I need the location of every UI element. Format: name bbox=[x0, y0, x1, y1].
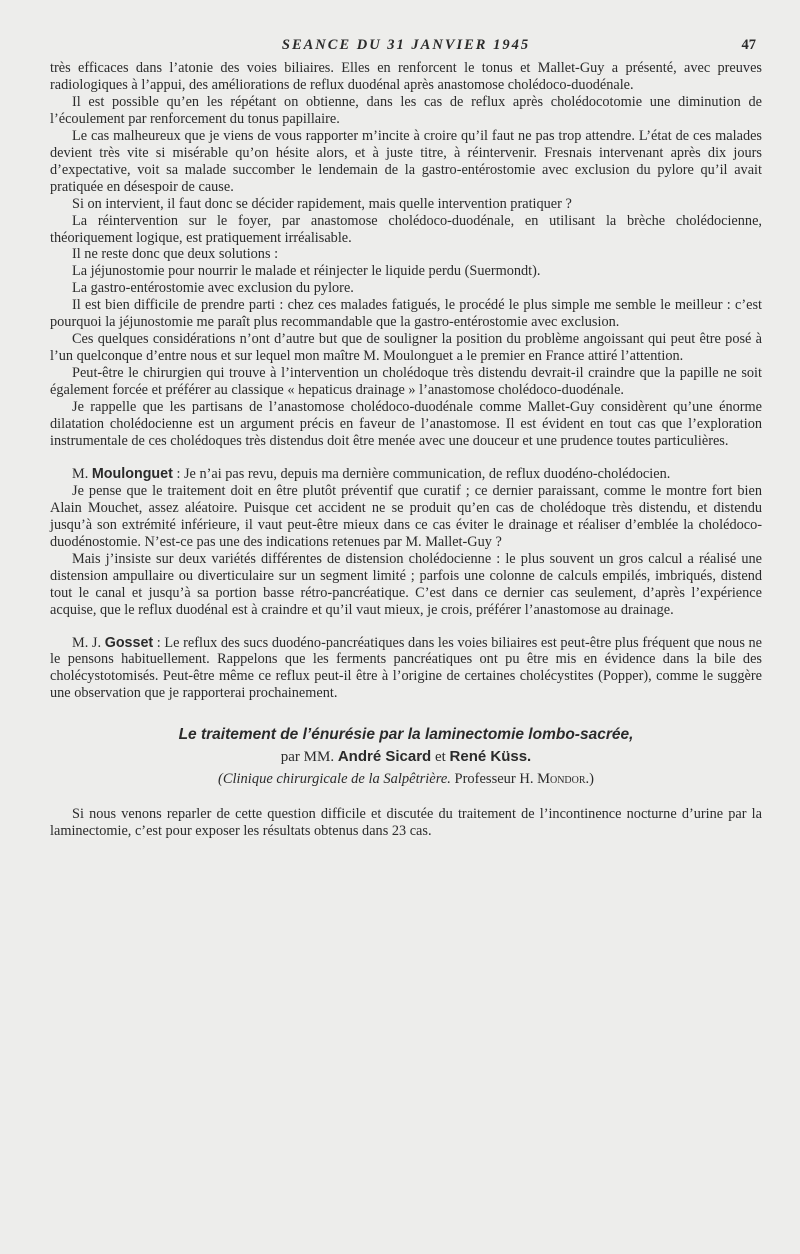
speaker-prefix: M. bbox=[72, 465, 89, 482]
discussion-moulonguet bbox=[50, 466, 762, 483]
paragraph: La réintervention sur le foyer, par anastomose cholédoco-duodénale, en utilisant la brèche cholédocienne, théoriquement logique, est pratiquement irréalisable. bbox=[50, 212, 762, 246]
article-body bbox=[50, 806, 762, 840]
affiliation-close: ) bbox=[589, 771, 594, 788]
paragraph: Mais j’insiste sur deux variétés différentes de distension cholédocienne : le plus souvent un gros calcul a réalisé une distension ampullaire ou diverticulaire sur un segment limité ; parfois une colonne de calculs empilés, imbriqués, distend tout le canal et jusqu’à sa portion basse rétro-pancréatique. C’est dans ce dernier cas seulement, d’après l’expérience acquise, que le reflux duodénal est à craindre et qu’il vaut mieux, je crois, préférer l’anastomose au drainage. bbox=[50, 550, 762, 618]
paragraph: Le cas malheureux que je viens de vous rapporter m’incite à croire qu’il faut ne pas trop attendre. L’état de ces malades devient très vite si misérable qu’on hésite alors, et à juste titre, à réintervenir. Fresnais intervenant après dix jours d’expectative, voit sa malade succomber le lendemain de la gastro-entérostomie avec exclusion du pylore qu’il avait pratiquée en désespoir de cause. bbox=[50, 127, 762, 195]
author-name: René Küss. bbox=[449, 748, 532, 766]
article-heading bbox=[50, 724, 762, 790]
authors-joiner: et bbox=[434, 749, 446, 766]
article-title: Le traitement de l’énurésie par la laminectomie lombo-sacrée, bbox=[178, 726, 634, 744]
paragraph: très efficaces dans l’atonie des voies biliaires. Elles en renforcent le tonus et Mallet-Guy a présenté, avec preuves radiologiques à l’appui, des améliorations de reflux duodénal après anastomose cholédoco-duodénale. bbox=[50, 60, 762, 93]
author-name: André Sicard bbox=[337, 748, 432, 766]
authors-prefix: par MM. bbox=[280, 749, 335, 766]
article-authors bbox=[50, 746, 762, 768]
running-head bbox=[50, 34, 762, 60]
paragraph: Je rappelle que les partisans de l’anastomose cholédoco-duodénale comme Mallet-Guy considèrent qu’une énorme dilatation cholédocienne est un argument précis en faveur de l’anastomose. Il est évident en tout cas que l’exploration instrumentale de ces cholédoques très distendus doit être menée avec une douceur et une prudence toutes particulières. bbox=[50, 399, 762, 449]
paragraph: Peut-être le chirurgien qui trouve à l’intervention un cholédoque très distendu devrait-il craindre que la papille ne soit également forcée et préférer au classique « hepaticus drainage » l’anastomose cholédoco-duodénale. bbox=[50, 365, 762, 399]
speaker-prefix: M. J. bbox=[72, 634, 102, 651]
paragraph: Je pense que le traitement doit en être plutôt préventif que curatif ; ce dernier paraissant, comme le montre fort bien Alain Mouchet, assez aléatoire. Puisque cet accident ne se produit qu’en cas de cholédoque très distendu, et distendu jusqu’à son extrémité inférieure, il vaut peut-être mieux dans ce cas éviter le drainage et réaliser d’emblée la cholédoco-duodénostomie. N’est-ce pas une des indications retenues par M. Mallet-Guy ? bbox=[50, 482, 762, 550]
paragraph: Ces quelques considérations n’ont d’autre but que de souligner la position du problème angoissant qui peut être posé à l’un quelconque d’entre nous et sur lequel mon maître M. Moulonguet a le premier en France attiré l’attention. bbox=[50, 331, 762, 365]
running-title: SEANCE DU 31 JANVIER 1945 bbox=[281, 37, 531, 53]
speaker-name: Moulonguet bbox=[91, 465, 173, 482]
paragraph: La jéjunostomie pour nourrir le malade et réinjecter le liquide perdu (Suermondt). bbox=[72, 263, 541, 280]
paragraph: Il est bien difficile de prendre parti : chez ces malades fatigués, le procédé le plus simple me semble le meilleur : c’est pourquoi la jéjunostomie me paraît plus recommandable que la gastro-entérostomie avec exclusion. bbox=[50, 297, 762, 331]
discussion-text: : Je n’ai pas revu, depuis ma dernière communication, de reflux duodéno-cholédocien. bbox=[172, 465, 671, 482]
paragraph: Si on intervient, il faut donc se décider rapidement, mais quelle intervention pratiquer ? bbox=[72, 195, 572, 212]
paragraph: Il ne reste donc que deux solutions : bbox=[72, 246, 279, 263]
professor-prefix: Professeur H. bbox=[454, 771, 534, 788]
speaker-name: Gosset bbox=[104, 634, 154, 651]
paragraph: La gastro-entérostomie avec exclusion du pylore. bbox=[72, 280, 354, 297]
affiliation-text: (Clinique chirurgicale de la Salpêtrière. bbox=[217, 771, 451, 788]
discussion-text: : Le reflux des sucs duodéno-pancréatiques dans les voies biliaires est peut-être plus fréquent que nous ne le pensons habituellement. Rappelons que les ferments pancréatiques ont pu être mis en évidence dans la bile des cholécystotomisés. Peut-être même ce reflux peut-il être à l’origine de certaines cholécystites (Popper), comme le suggère une observation que je rapporterai prochainement. bbox=[50, 634, 763, 702]
paragraph: Il est possible qu’en les répétant on obtienne, dans les cas de reflux après cholédocotomie une diminution de l’écoulement par renforcement du tonus papillaire. bbox=[50, 93, 762, 127]
professor-name: Mondor. bbox=[537, 771, 590, 788]
paragraph: Si nous venons reparler de cette question difficile et discutée du traitement de l’incontinence nocturne d’urine par la laminectomie, c’est pour exposer les résultats obtenus dans 23 cas. bbox=[50, 806, 762, 840]
discussion-gosset bbox=[50, 635, 762, 703]
article-affiliation bbox=[50, 768, 762, 790]
page-number: 47 bbox=[741, 37, 756, 53]
body-text bbox=[50, 60, 762, 702]
